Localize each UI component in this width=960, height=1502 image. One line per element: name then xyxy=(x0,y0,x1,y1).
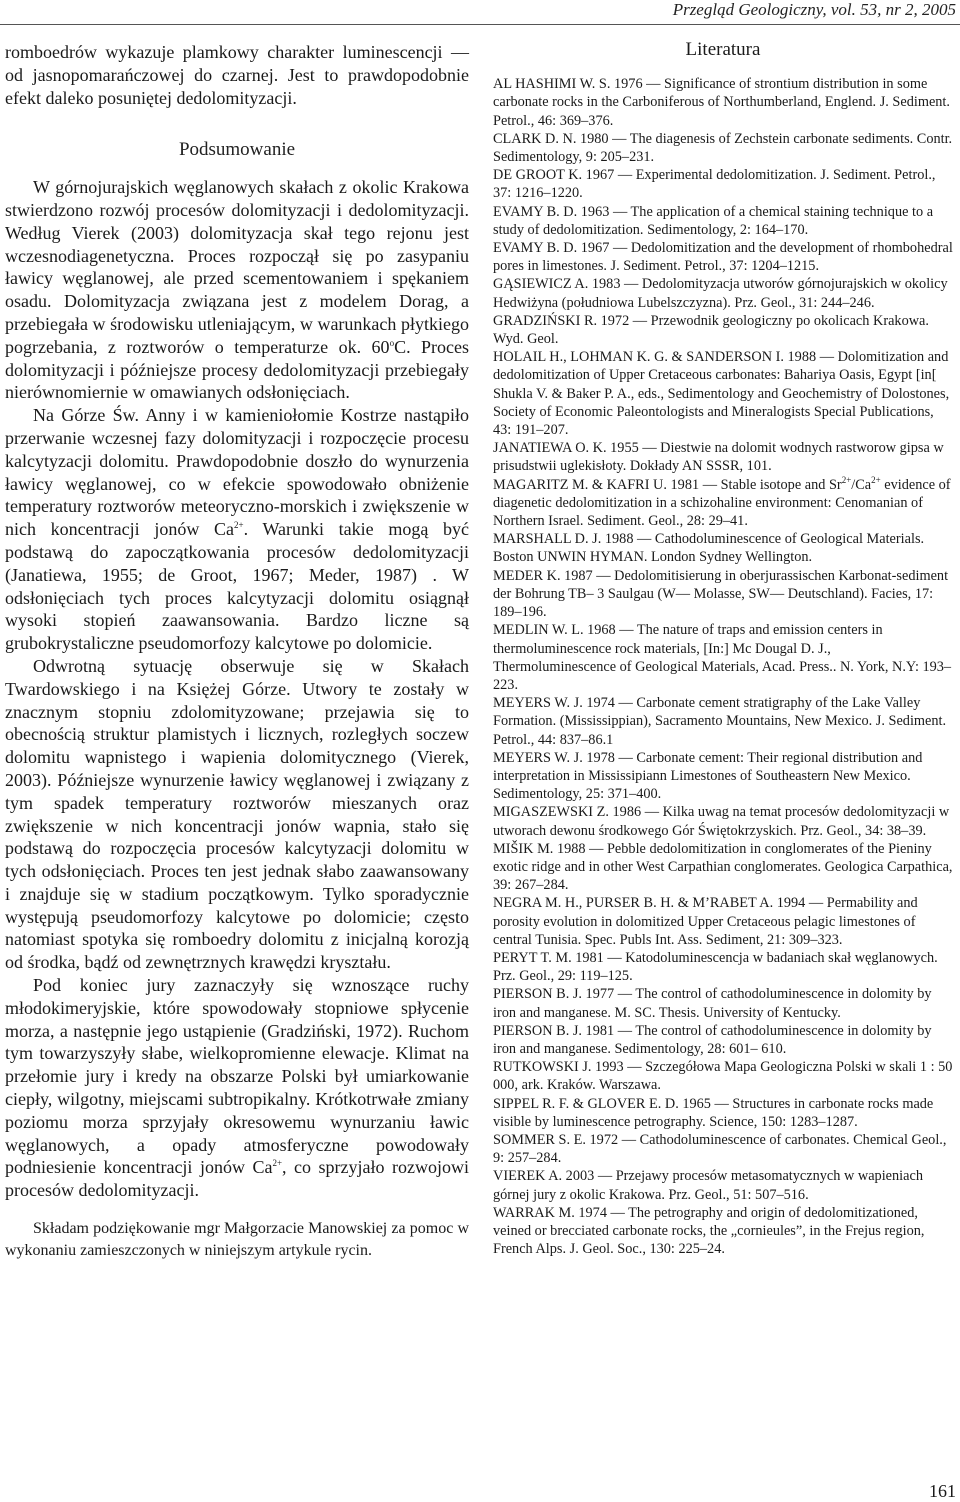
reference-item: MARSHALL D. J. 1988 — Cathodoluminescence of Geological Materials. Boston UNWIN HYMAN. London Sydney Wellington. xyxy=(493,531,925,566)
running-header: Przegląd Geologiczny, vol. 53, nr 2, 2005 xyxy=(672,0,956,19)
summary-paragraph-4 xyxy=(5,974,469,1202)
acknowledgement: Składam podziękowanie mgr Małgorzacie Manowskiej za pomoc w wykonaniu zamieszczonych w niniejszym artykule rycin. xyxy=(5,1220,469,1260)
p2-text: Na Górze Św. Anny i w kamieniołomie Kostrze nastąpiło przerwanie wczesnej fazy dolomityzacji i rozpoczęcie procesu kalcytyzacji dolomitu. Prawdopodobnie doszło do wynurzenia ławicy węglanowej, co w efekcie spowodowało obniżenie temperatury roztworów meteoryczno-morskich i zwiększenie w nich koncentracji jonów Ca xyxy=(5,405,469,540)
reference-item: PIERSON B. J. 1977 — The control of cathodoluminescence in dolomity by iron and manganese. M. SC. Thesis. University of Kentucky. xyxy=(493,986,932,1021)
reference-item: PERYT T. M. 1981 — Katodoluminescencja w badaniach skał węglanowych. Prz. Geol., 29: 119–125. xyxy=(493,949,938,985)
reference-item: GRADZIŃSKI R. 1972 — Przewodnik geologiczny po okolicach Krakowa. Wyd. Geol. xyxy=(493,312,929,348)
p1-superscript: o xyxy=(389,337,395,348)
p4-superscript: 2+ xyxy=(272,1158,283,1169)
summary-paragraph-3: Odwrotną sytuację obserwuje się w Skałach Twardowskiego i na Księżej Górze. Utwory te zostały w znacznym stopniu zdolomityzowane; przejawia się to obecnością struktur plamistych i licznych, rozległych soczew dolomitu wapnistego i wapienia dolomitycznego (Vierek, 2003). Późniejsze wynurzenie ławicy węglanowej i związany z tym spadek temperatury roztworów mieszanych oraz zwiększenie w nich koncentracji jonów wapnia, stało się podstawą do rozpoczęcia procesów kalcytyzacji dolomitu w tych odsłonięciach. Proces ten jest jednak słabo zaawansowany i znajduje się w stadium początkowym. Tylko sporadycznie występują pseudomorfozy kalcytowe po dolomicie; często natomiast spotyka się romboedry dolomitu z inicjalną korozją od środka, bądź od zewnętrznych krawędzi kryształu. xyxy=(5,655,469,973)
reference-item: MEYERS W. J. 1974 — Carbonate cement stratigraphy of the Lake Valley Formation. (Mississippian), Sacramento Mountains, New Mexico. J. Sediment. Petrol., 44: 837–86.1 xyxy=(493,695,947,748)
references-heading: Literatura xyxy=(685,39,761,60)
reference-item: MEDER K. 1987 — Dedolomitisierung in oberjurassischen Karbonat-sediment der Bohrung TB– 3 Saulgau (W— Molasse, SW— Deutschland). Facies, 17: 189–196. xyxy=(493,567,949,621)
reference-item: DE GROOT K. 1967 — Experimental dedolomitization. J. Sediment. Petrol., 37: 1216–1220. xyxy=(493,167,936,202)
page-number: 161 xyxy=(929,1481,956,1501)
reference-item: PIERSON B. J. 1981 — The control of cathodoluminescence in dolomity by iron and manganese. Sedimentology, 28: 601– 610. xyxy=(493,1022,932,1057)
reference-item: AL HASHIMI W. S. 1976 — Significance of strontium distribution in some carbonate rocks in the Carboniferous of Northumberland, Englend. J. Sediment. Petrol., 46: 369–376. xyxy=(493,76,950,129)
header-rule xyxy=(0,24,960,25)
reference-item: MEYERS W. J. 1978 — Carbonate cement: Their regional distribution and interpretation in Mississipiann Limestones of Southeastern New Mexico. Sedimentology, 25: 371–400. xyxy=(493,749,923,803)
p1-text-end: C. Proces dolomityzacji i późniejsze procesy dedolomityzacji przebiegały nierównomiernie w omawianych odsłonięciach. xyxy=(5,336,470,403)
section-heading: Podsumowanie xyxy=(178,139,296,161)
p2-text-end: . Warunki takie mogą być podstawą do zapoczątkowania procesów dedolomityzacji (Janatiewa, 1955; de Groot, 1967; Meder, 1987) . W odsłonięciach tych proces kalcytyzacji dolomitu osiągnął wysoki stopień zaawansowania. Bardzo liczne są grubokrystaliczne pseudomorfozy kalcytowe po dolomicie. xyxy=(5,519,469,654)
p1-text: W górnojurajskich węglanowych skałach z okolic Krakowa stwierdzono rozwój procesów dolomityzacji i dedolomityzacji. Według Vierek (2003) dolomityzacja skał tego rejonu jest wczesnodiagenetyczna. Proces rozpoczął się po zasypaniu ławicy węglanowej, ale przed scementowaniem i spękaniem osadu. Dolomityzacja związana jest z modelem Dorag, a przebiegała w środowisku utleniającym, w warunkach płytkiego pogrzebania, z roztworów o temperaturze ok. 60 xyxy=(5,177,469,357)
summary-paragraph-2 xyxy=(5,404,469,655)
reference-item: MIGASZEWSKI Z. 1986 — Kilka uwag na temat procesów dedolomityzacji w utworach dewonu środkowego Gór Świętokrzyskich. Prz. Geol., 34: 38–39. xyxy=(493,804,950,839)
reference-superscript: 2+ xyxy=(871,474,881,485)
reference-item: SOMMER S. E. 1972 — Cathodoluminescence of carbonates. Chemical Geol., 9: 257–284. xyxy=(493,1131,947,1167)
right-column xyxy=(493,41,953,1258)
reference-item: MEDLIN W. L. 1968 — The nature of traps and emission centers in thermoluminescence rock materials, [In:] Mc Dougal D. J., Thermoluminescence of Geological Materials, Acad. Press.. N. York, N.Y: 193–223. xyxy=(493,622,952,693)
reference-item: HOLAIL H., LOHMAN K. G. & SANDERSON I. 1988 — Dolomitization and dedolomitization of Upper Cretaceous carbonates: Bahariya Oasis, Egypt [in[ Shukla V. & Baker P. A., eds., Sedimentology and Geochemistry of Dolostones, Society of Economic Paleontologists and Mineralogists Special Publications, 43: 191–207. xyxy=(493,349,950,439)
reference-text: evidence of diagenetic dedolomitization in a schizohaline environment: Cenomanian of Northern Israel. Sediment. Geol., 28: 29–41. xyxy=(493,476,951,530)
intro-paragraph: romboedrów wykazuje plamkowy charakter luminescencji — od jasnopomarańczowej do czarnej. Jest to prawdopodobnie efekt daleko posuniętej dedolomityzacji. xyxy=(5,42,469,108)
reference-item: GĄSIEWICZ A. 1983 — Dedolomityzacja utworów górnojurajskich w okolicy Hedwiżyna (południowa Lubelszczyzna). Prz. Geol., 31: 244–246. xyxy=(493,276,948,311)
reference-item: CLARK D. N. 1980 — The diagenesis of Zechstein carbonate sediments. Contr. Sedimentology, 9: 205–231. xyxy=(493,130,953,166)
reference-item: VIEREK A. 2003 — Przejawy procesów metasomatycznych w wapieniach górnej jury z okolic Krakowa. Prz. Geol., 51: 507–516. xyxy=(493,1168,923,1203)
p4-text-end: , co sprzyjało rozwojowi procesów dedolomityzacji. xyxy=(5,1157,469,1201)
summary-paragraph-1 xyxy=(5,176,469,404)
reference-text: MAGARITZ M. & KAFRI U. 1981 — Stable isotope and Sr xyxy=(493,476,842,493)
reference-item: JANATIEWA O. K. 1955 — Diestwie na dolomit wodnych rastworow gipsa w prisudstwii uglekisłoty. Dokłady AN SSSR, 101. xyxy=(493,440,944,475)
reference-item: MIŠIK M. 1988 — Pebble dedolomitization in conglomerates of the Pieniny exotic ridge and in other West Carpathian conglomerates. Geologica Carpathica, 39: 267–284. xyxy=(493,840,953,894)
p2-superscript: 2+ xyxy=(234,520,244,531)
reference-item: WARRAK M. 1974 — The petrography and origin of dedolomitizationed, veined or brecciated carbonate rocks, the „cornieules”, in the Frejus region, French Alps. J. Geol. Soc., 130: 225–24. xyxy=(493,1204,925,1258)
reference-superscript: 2+ xyxy=(841,474,852,485)
reference-item: EVAMY B. D. 1967 — Dedolomitization and the development of rhombohedral pores in limestones. J. Sediment. Petrol., 37: 1204–1215. xyxy=(493,240,953,275)
reference-item: SIPPEL R. F. & GLOVER E. D. 1965 — Structures in carbonate rocks made visible by luminescence petrography. Science, 150: 1283–1287. xyxy=(493,1095,934,1130)
reference-item xyxy=(493,476,953,531)
reference-text: /Ca xyxy=(851,476,872,493)
section-gap xyxy=(5,109,469,139)
reference-item: NEGRA M. H., PURSER B. H. & M’RABET A. 1994 — Permability and porosity evolution in dolomitized Upper Cretaceous pelagic limestones of central Tunisia. Spec. Publs Int. Ass. Sediment, 21: 309–323. xyxy=(493,895,918,948)
p4-text: Pod koniec jury zaznaczyły się wznoszące ruchy młodokimeryjskie, które spowodowały stopniowe spłycenie morza, a następnie jego ustąpienie (Gradziński, 1972). Ruchom tym towarzyszyły słabe, wielkopromienne elewacje. Klimat na przełomie jury i kredy na obszarze Polski był umiarkowanie ciepły, wilgotny, miejscami subtropikalny. Krótkotrwałe zmiany poziomu morza sprzyjały okresowemu wynurzaniu ławic węglanowych, a opady atmosferyczne powodowały podniesienie koncentracji jonów Ca xyxy=(5,975,469,1178)
reference-list xyxy=(493,75,953,1258)
left-column xyxy=(5,41,469,1262)
reference-item: EVAMY B. D. 1963 — The application of a chemical staining technique to a study of dedolomitization. Sedimentology, 2: 164–170. xyxy=(493,203,934,238)
reference-item: RUTKOWSKI J. 1993 — Szczegółowa Mapa Geologiczna Polski w skali 1 : 50 000, ark. Kraków. Warszawa. xyxy=(493,1059,953,1094)
